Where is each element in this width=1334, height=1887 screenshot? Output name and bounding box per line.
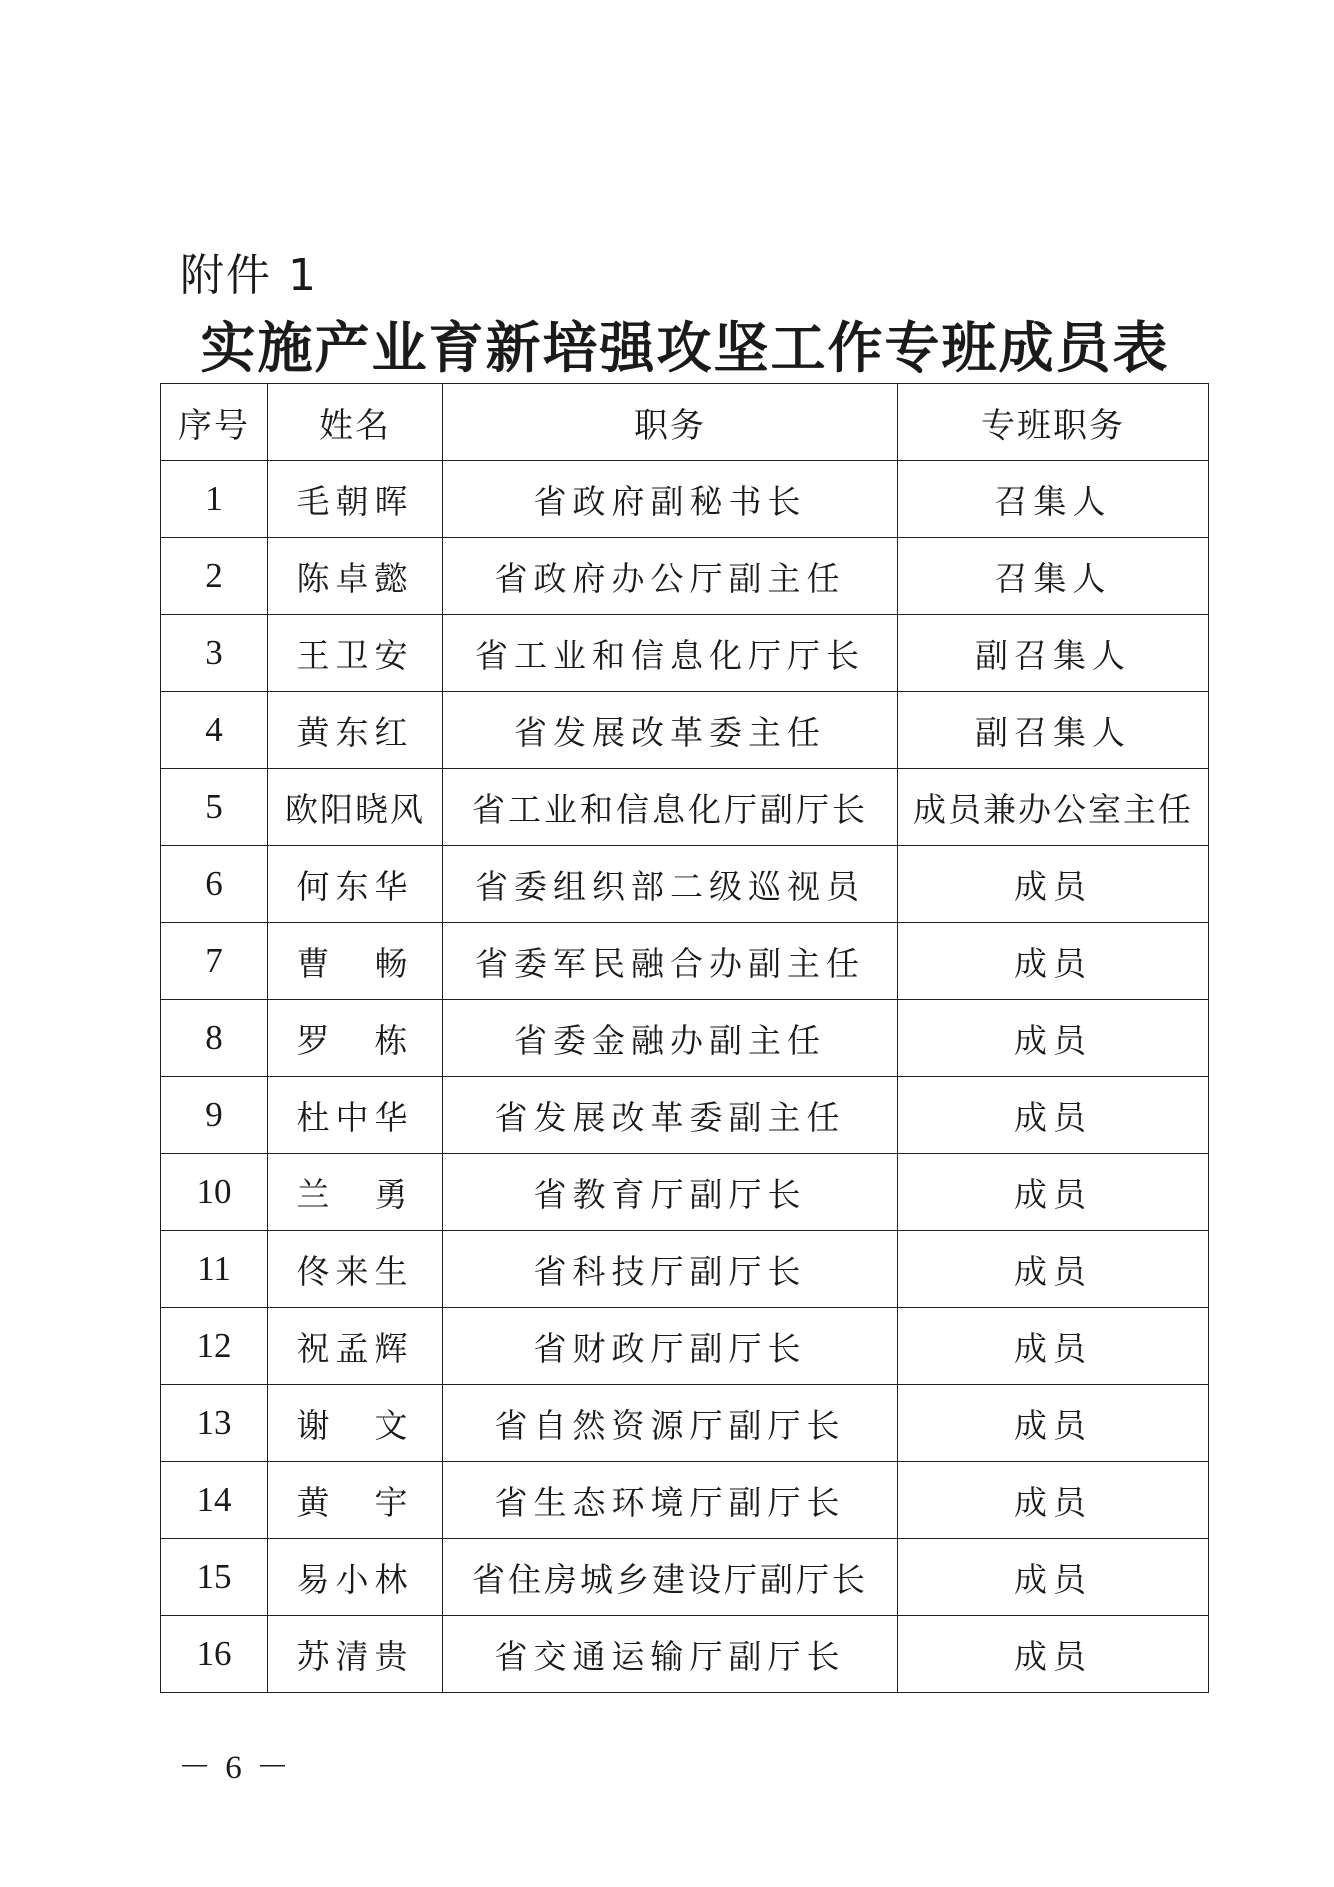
member-role: 成员 bbox=[898, 1154, 1209, 1231]
member-name: 陈卓懿 bbox=[268, 538, 443, 615]
row-number: 7 bbox=[161, 923, 268, 1000]
member-post: 省自然资源厅副厅长 bbox=[443, 1385, 898, 1462]
row-number: 8 bbox=[161, 1000, 268, 1077]
member-post: 省教育厅副厅长 bbox=[443, 1154, 898, 1231]
member-post: 省住房城乡建设厅副厅长 bbox=[443, 1539, 898, 1616]
header-role: 专班职务 bbox=[898, 384, 1209, 461]
member-role: 成员 bbox=[898, 846, 1209, 923]
document-title: 实施产业育新培强攻坚工作专班成员表 bbox=[200, 315, 1170, 380]
page-number: － 6 － bbox=[178, 1750, 292, 1786]
member-name: 易小林 bbox=[268, 1539, 443, 1616]
row-number: 10 bbox=[161, 1154, 268, 1231]
member-post: 省政府副秘书长 bbox=[443, 461, 898, 538]
table-header-row bbox=[161, 384, 1209, 461]
table-row bbox=[161, 1154, 1209, 1231]
row-number: 1 bbox=[161, 461, 268, 538]
row-number: 6 bbox=[161, 846, 268, 923]
member-role: 成员兼办公室主任 bbox=[898, 769, 1209, 846]
member-name: 杜中华 bbox=[268, 1077, 443, 1154]
member-post: 省财政厅副厅长 bbox=[443, 1308, 898, 1385]
member-post: 省政府办公厅副主任 bbox=[443, 538, 898, 615]
row-number: 12 bbox=[161, 1308, 268, 1385]
member-name: 佟来生 bbox=[268, 1231, 443, 1308]
table-row bbox=[161, 1462, 1209, 1539]
member-post: 省生态环境厅副厅长 bbox=[443, 1462, 898, 1539]
member-name: 苏清贵 bbox=[268, 1616, 443, 1693]
row-number: 4 bbox=[161, 692, 268, 769]
member-post: 省委金融办副主任 bbox=[443, 1000, 898, 1077]
table-row bbox=[161, 1308, 1209, 1385]
row-number: 16 bbox=[161, 1616, 268, 1693]
row-number: 9 bbox=[161, 1077, 268, 1154]
table-row bbox=[161, 1077, 1209, 1154]
member-post: 省发展改革委主任 bbox=[443, 692, 898, 769]
member-name: 王卫安 bbox=[268, 615, 443, 692]
table-row bbox=[161, 846, 1209, 923]
table-row bbox=[161, 692, 1209, 769]
table-row bbox=[161, 1385, 1209, 1462]
row-number: 3 bbox=[161, 615, 268, 692]
header-post: 职务 bbox=[443, 384, 898, 461]
table-row bbox=[161, 615, 1209, 692]
row-number: 13 bbox=[161, 1385, 268, 1462]
member-role: 副召集人 bbox=[898, 692, 1209, 769]
header-name: 姓名 bbox=[268, 384, 443, 461]
member-role: 成员 bbox=[898, 1000, 1209, 1077]
member-name: 祝孟辉 bbox=[268, 1308, 443, 1385]
table-row bbox=[161, 923, 1209, 1000]
member-name: 何东华 bbox=[268, 846, 443, 923]
member-post: 省工业和信息化厅副厅长 bbox=[443, 769, 898, 846]
member-role: 成员 bbox=[898, 1077, 1209, 1154]
member-role: 召集人 bbox=[898, 461, 1209, 538]
member-post: 省科技厅副厅长 bbox=[443, 1231, 898, 1308]
member-name: 毛朝晖 bbox=[268, 461, 443, 538]
member-role: 成员 bbox=[898, 1616, 1209, 1693]
member-post: 省工业和信息化厅厅长 bbox=[443, 615, 898, 692]
member-post: 省发展改革委副主任 bbox=[443, 1077, 898, 1154]
member-name: 罗 栋 bbox=[268, 1000, 443, 1077]
member-role: 成员 bbox=[898, 923, 1209, 1000]
member-role: 成员 bbox=[898, 1462, 1209, 1539]
row-number: 14 bbox=[161, 1462, 268, 1539]
header-number: 序号 bbox=[161, 384, 268, 461]
table-row bbox=[161, 1231, 1209, 1308]
member-role: 成员 bbox=[898, 1308, 1209, 1385]
row-number: 11 bbox=[161, 1231, 268, 1308]
member-role: 副召集人 bbox=[898, 615, 1209, 692]
table-row bbox=[161, 461, 1209, 538]
member-name: 谢 文 bbox=[268, 1385, 443, 1462]
member-name: 欧阳晓风 bbox=[268, 769, 443, 846]
row-number: 5 bbox=[161, 769, 268, 846]
members-table bbox=[160, 383, 1209, 1693]
table-row bbox=[161, 769, 1209, 846]
table-row bbox=[161, 538, 1209, 615]
row-number: 15 bbox=[161, 1539, 268, 1616]
row-number: 2 bbox=[161, 538, 268, 615]
table-row bbox=[161, 1539, 1209, 1616]
member-post: 省交通运输厅副厅长 bbox=[443, 1616, 898, 1693]
member-role: 召集人 bbox=[898, 538, 1209, 615]
member-role: 成员 bbox=[898, 1231, 1209, 1308]
member-name: 黄 宇 bbox=[268, 1462, 443, 1539]
member-name: 曹 畅 bbox=[268, 923, 443, 1000]
member-role: 成员 bbox=[898, 1539, 1209, 1616]
member-post: 省委军民融合办副主任 bbox=[443, 923, 898, 1000]
member-name: 黄东红 bbox=[268, 692, 443, 769]
table-row bbox=[161, 1000, 1209, 1077]
member-post: 省委组织部二级巡视员 bbox=[443, 846, 898, 923]
table-row bbox=[161, 1616, 1209, 1693]
attachment-label: 附件 1 bbox=[180, 250, 318, 301]
member-role: 成员 bbox=[898, 1385, 1209, 1462]
member-name: 兰 勇 bbox=[268, 1154, 443, 1231]
